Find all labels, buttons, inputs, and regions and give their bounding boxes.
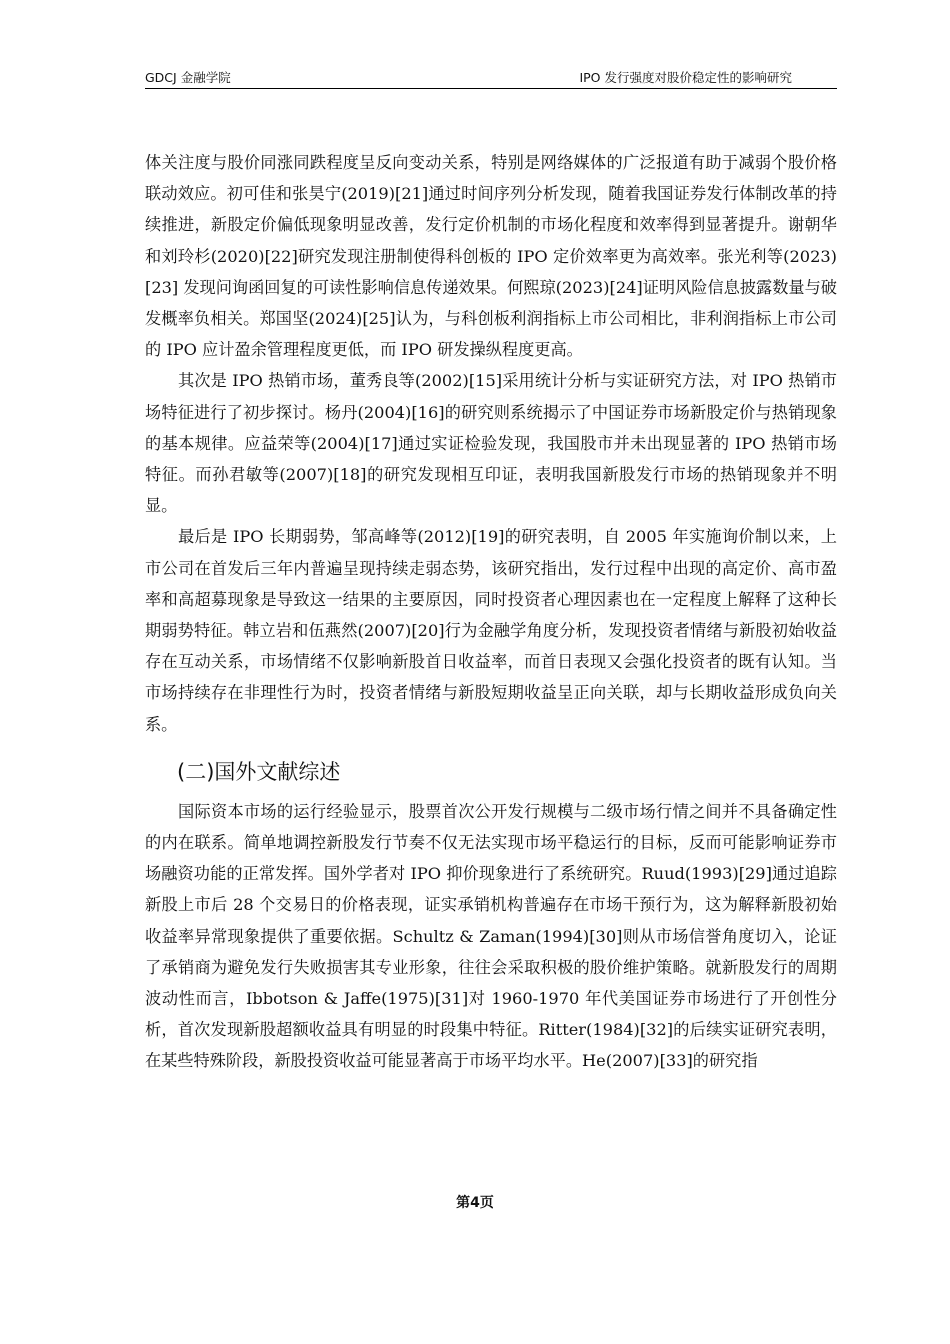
body-paragraph: 其次是 IPO 热销市场，董秀良等(2002)[15]采用统计分析与实证研究方法，对 IPO 热销市场特征进行了初步探讨。杨丹(2004)[16]的研究则系统揭示了中国证券市场新股定价与热销现象的基本规律。应益荣等(2004)[17]通过实证检验发现，我国股市并未出现显著的 IPO 热销市场特征。而孙君敏等(2007)[18]的研究发现相互印证，表明我国新股发行市场的热销现象并不明显。	[145, 371, 837, 516]
page-header	[145, 66, 837, 89]
page-body	[145, 147, 837, 1077]
body-paragraph: 体关注度与股价同涨同跌程度呈反向变动关系，特别是网络媒体的广泛报道有助于减弱个股价格联动效应。初可佳和张昊宁(2019)[21]通过时间序列分析发现，随着我国证券发行体制改革的持续推进，新股定价偏低现象明显改善，发行定价机制的市场化程度和效率得到显著提升。谢朝华和刘玲杉(2020)[22]研究发现注册制使得科创板的 IPO 定价效率更为高效率。张光利等(2023)[23] 发现问询函回复的可读性影响信息传递效果。何熙琼(2023)[24]证明风险信息披露数量与破发概率负相关。郑国坚(2024)[25]认为，与科创板利润指标上市公司相比，非利润指标上市公司的 IPO 应计盈余管理程度更低，而 IPO 研发操纵程度更高。	[145, 153, 837, 360]
header-left-label: GDCJ 金融学院	[145, 70, 231, 85]
body-paragraph: 最后是 IPO 长期弱势，邹高峰等(2012)[19]的研究表明，自 2005 年实施询价制以来，上市公司在首发后三年内普遍呈现持续走弱态势，该研究指出，发行过程中出现的高定价、高市盈率和高超募现象是导致这一结果的主要原因，同时投资者心理因素也在一定程度上解释了这种长期弱势特征。韩立岩和伍燕然(2007)[20]行为金融学角度分析，发现投资者情绪与新股初始收益存在互动关系，市场情绪不仅影响新股首日收益率，而首日表现又会强化投资者的既有认知。当市场持续存在非理性行为时，投资者情绪与新股短期收益呈正向关联，却与长期收益形成负向关系。	[145, 527, 837, 734]
body-paragraph: 国际资本市场的运行经验显示，股票首次公开发行规模与二级市场行情之间并不具备确定性的内在联系。简单地调控新股发行节奏不仅无法实现市场平稳运行的目标，反而可能影响证券市场融资功能的正常发挥。国外学者对 IPO 抑价现象进行了系统研究。Ruud(1993)[29]通过追踪新股上市后 28 个交易日的价格表现，证实承销机构普遍存在市场干预行为，这为解释新股初始收益率异常现象提供了重要依据。Schultz & Zaman(1994)[30]则从市场信誉角度切入，论证了承销商为避免发行失败损害其专业形象，往往会采取积极的股价维护策略。就新股发行的周期波动性而言，Ibbotson & Jaffe(1975)[31]对 1960-1970 年代美国证券市场进行了开创性分析，首次发现新股超额收益具有明显的时段集中特征。Ritter(1984)[32]的后续实证研究表明，在某些特殊阶段，新股投资收益可能显著高于市场平均水平。He(2007)[33]的研究指	[145, 801, 837, 1071]
section-heading: (二)国外文献综述	[177, 759, 341, 784]
header-right-title: IPO 发行强度对股价稳定性的影响研究	[579, 70, 792, 85]
page-number: 第4页	[456, 1195, 494, 1211]
